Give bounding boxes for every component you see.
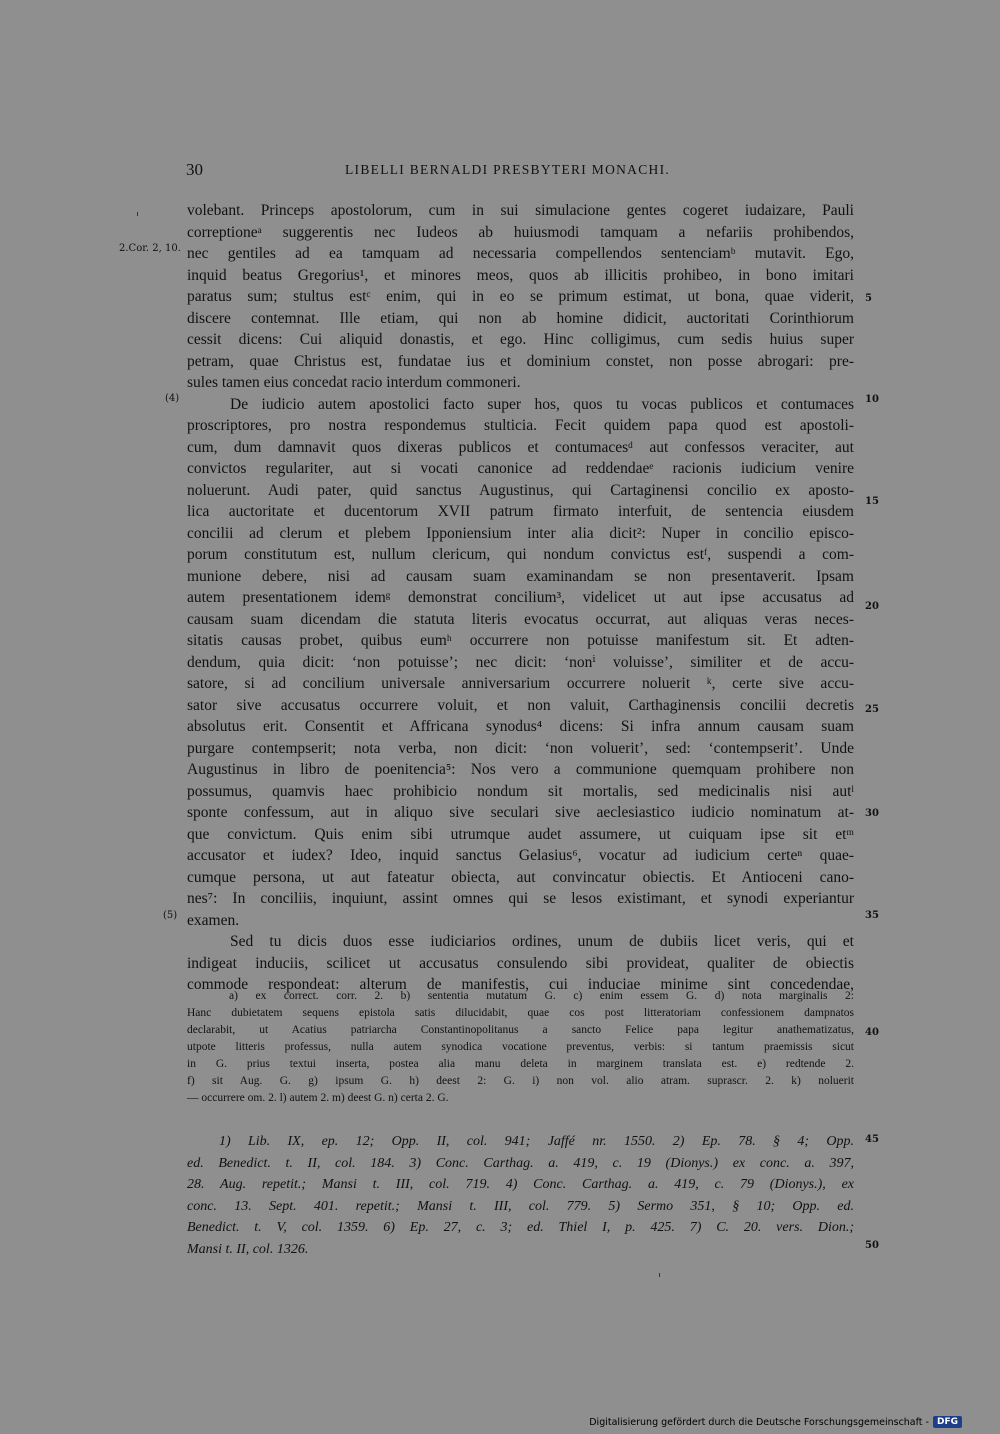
text-line: sponte confessum, aut in aliquo sive seculari sive aeclesiastico iudicio nominatum at- xyxy=(187,804,854,821)
text-line: indigeat induciis, scilicet ut accusatus consulendo sibi provideat, qualiter de obiectis xyxy=(187,954,854,972)
text-line: causam suam dicendam die statuta literis evocatus occurrat, aut aliquas veras neces- xyxy=(187,610,854,628)
text-line: cum, dum damnavit quos dixeras publicos et contumacesᵈ aut confessos veraciter, aut xyxy=(187,438,854,456)
text-line: inquid beatus Gregorius¹, et minores meos, quos ab illicitis prohibeo, in bono imitari xyxy=(187,266,854,284)
variant-note-line: in G. prius textui inserta, postea alia manu deleta in marginem translata est. e) redtende 2. xyxy=(187,1058,854,1070)
text-line: nec gentiles ad ea tamquam ad necessaria compellendos sentenciamᵇ mutavit. Ego, xyxy=(187,245,854,262)
source-notes xyxy=(187,1131,854,1260)
source-note-line: Benedict. t. V, col. 1359. 6) Ep. 27, c. 3; ed. Thiel I, p. 425. 7) C. 20. vers. Dion.; xyxy=(187,1220,854,1235)
text-line: nes⁷: In conciliis, inquiunt, assint omnes qui se lesos existimant, et synodi experiantur xyxy=(187,890,854,907)
text-line: convictos regulariter, aut si vocati canonice ad reddendaeᵉ racionis iudicium venire xyxy=(187,460,854,477)
variant-note-line: utpote litteris professus, nulla autem synodica vocatione preventus, verbis: si tantum praemissis sicut xyxy=(187,1041,854,1053)
line-number: 15 xyxy=(865,496,879,507)
text-line: que convictum. Quis enim sibi utrumque audet assumere, ut cuiquam ipse sit etᵐ xyxy=(187,825,854,843)
variant-note-line: declarabit, ut Acatius patriarcha Constantinopolitanus a sancto Felice papa legitur anathematizatus, xyxy=(187,1024,854,1036)
variant-notes xyxy=(187,988,854,1107)
variant-note-line: Hanc dubietatem sequens epistola satis dilucidabit, quae cos post litteratoriam confessionem dampnatos xyxy=(187,1007,854,1019)
text-line: noluerunt. Audi pater, quid sanctus Augustinus, qui Cartaginensi concilio ex aposto- xyxy=(187,481,854,499)
source-note-line: ed. Benedict. t. II, col. 184. 3) Conc. Carthag. a. 419, c. 19 (Dionys.) ex conc. a. 397, xyxy=(187,1155,854,1171)
text-line: petram, quae Christus est, fundatae ius et dominium constet, non posse abrogari: pre- xyxy=(187,352,854,370)
text-line: lica auctoritate et ducentorum XVII patrum firmato interfuit, de sentencia eiusdem xyxy=(187,503,854,520)
digitization-credit xyxy=(589,1416,962,1428)
line-number: 5 xyxy=(865,293,872,304)
line-number: 10 xyxy=(865,394,879,405)
source-note-line: conc. 13. Sept. 401. repetit.; Mansi t. III, col. 779. 5) Sermo 351, § 10; Opp. ed. xyxy=(187,1198,854,1214)
text-line: sitatis causas probet, quibus eumʰ occurrere non potuisse manifestum sit. Et adten- xyxy=(187,632,854,649)
credit-text: Digitalisierung gefördert durch die Deutsche Forschungsgemeinschaft - xyxy=(589,1416,929,1428)
text-line: dendum, quia dicit: ‘non potuisse’; nec dicit: ‘nonⁱ voluisse’, similiter et de accu- xyxy=(187,653,854,671)
line-number: 30 xyxy=(865,808,879,819)
text-line: paratus sum; stultus estᶜ enim, qui in eo se primum estimat, ut bona, quae viderit, xyxy=(187,288,854,305)
main-text xyxy=(187,200,854,996)
margin-mark xyxy=(137,212,138,216)
line-number: 40 xyxy=(865,1027,879,1038)
source-note-line: Mansi t. II, col. 1326. xyxy=(187,1241,309,1257)
text-line: examen. xyxy=(187,911,240,929)
source-note-line: 1) Lib. IX, ep. 12; Opp. II, col. 941; Jaffé nr. 1550. 2) Ep. 78. § 4; Opp. xyxy=(219,1134,854,1149)
margin-section-4: (4) xyxy=(165,393,180,404)
margin-bible-ref: 2.Cor. 2, 10. xyxy=(119,243,181,254)
text-line: absolutus erit. Consentit et Affricana synodus⁴ dicens: Si infra annum causam suam xyxy=(187,718,854,735)
text-line: volebant. Princeps apostolorum, cum in sui simulacione gentes cogeret iudaizare, Pauli xyxy=(187,202,854,219)
source-note-line: 28. Aug. repetit.; Mansi t. III, col. 719. 4) Conc. Carthag. a. 419, c. 79 (Dionys.), ex xyxy=(187,1177,854,1192)
line-number: 25 xyxy=(865,704,879,715)
text-line: cessit dicens: Cui aliquid donastis, et ego. Hinc colligimus, cum sedis huius super xyxy=(187,331,854,348)
text-line: cumque persona, ut aut fateatur obiecta, aut convincatur obiectis. Et Antioceni cano- xyxy=(187,868,854,886)
text-line: Sed tu dicis duos esse iudiciarios ordines, unum de dubiis licet veris, qui et xyxy=(230,933,854,950)
text-line: proscriptores, pro nostra respondemus stulticia. Fecit quidem papa quod est apostoli- xyxy=(187,417,854,434)
line-number: 50 xyxy=(865,1240,879,1251)
page-number: 30 xyxy=(186,160,203,179)
running-title: LIBELLI BERNALDI PRESBYTERI MONACHI. xyxy=(345,162,671,177)
text-line: Augustinus in libro de poenitencia⁵: Nos vero a communione quemquam prohibere non xyxy=(187,761,854,778)
text-line: satore, si ad concilium universale anniversarium occurrere noluerit ᵏ, certe sive accu- xyxy=(187,675,854,692)
line-number: 20 xyxy=(865,601,879,612)
text-line: munione debere, nisi ad causam suam examinandam se non presentaverit. Ipsam xyxy=(187,567,854,585)
variant-note-line: a) ex correct. corr. 2. b) sententia mutatum G. c) enim essem G. d) nota marginalis 2: xyxy=(229,990,854,1002)
text-line: possumus, quamvis haec prohibicio nondum sit mortalis, sed medicinalis nisi autˡ xyxy=(187,782,854,800)
text-line: porum constitutum est, nullum clericum, qui nondum convictus estᶠ, suspendi a com- xyxy=(187,546,854,563)
margin-section-5: (5) xyxy=(163,910,178,921)
text-line: concilii ad clerum et plebem Ipponiensium inter alia dicit²: Nuper in concilio episco- xyxy=(187,524,854,542)
text-line: discere contemnat. Ille etiam, qui non ab homine didicit, auctoritati Corinthiorum xyxy=(187,309,854,327)
text-line: correptioneᵃ suggerentis nec Iudeos ab huiusmodi tamquam a nefariis prohibendos, xyxy=(187,223,854,241)
line-number: 45 xyxy=(865,1134,879,1145)
text-line: accusator et iudex? Ideo, inquid sanctus Gelasius⁶, vocatur ad iudicium certeⁿ quae- xyxy=(187,847,854,864)
text-line: commode respondeat: alterum de manifestis, cui induciae minime sint concedendae, xyxy=(187,976,854,993)
text-line: sules tamen eius concedat racio interdum commoneri. xyxy=(187,374,521,391)
text-line: De iudicio autem apostolici facto super hos, quos tu vocas publicos et contumaces xyxy=(230,395,854,413)
page-mark xyxy=(659,1273,660,1277)
dfg-logo[interactable]: DFG xyxy=(933,1416,962,1428)
variant-note-line: — occurrere om. 2. l) autem 2. m) deest G. n) certa 2. G. xyxy=(187,1092,449,1104)
page-header xyxy=(0,160,1000,186)
line-number: 35 xyxy=(865,910,879,921)
text-line: autem presentationem idemᵍ demonstrat concilium³, videlicet ut aut ipse accusatus ad xyxy=(187,589,854,606)
variant-note-line: f) sit Aug. G. g) ipsum G. h) deest 2: G. i) non vol. alio atram. suprascr. 2. k) noluerit xyxy=(187,1075,854,1087)
text-line: purgare contempserit; nota verba, non dicit: ‘non voluerit’, sed: ‘contempserit’. Unde xyxy=(187,739,854,757)
text-line: sator sive accusatus occurrere voluit, et non valuit, Carthaginensis concilii decretis xyxy=(187,696,854,714)
